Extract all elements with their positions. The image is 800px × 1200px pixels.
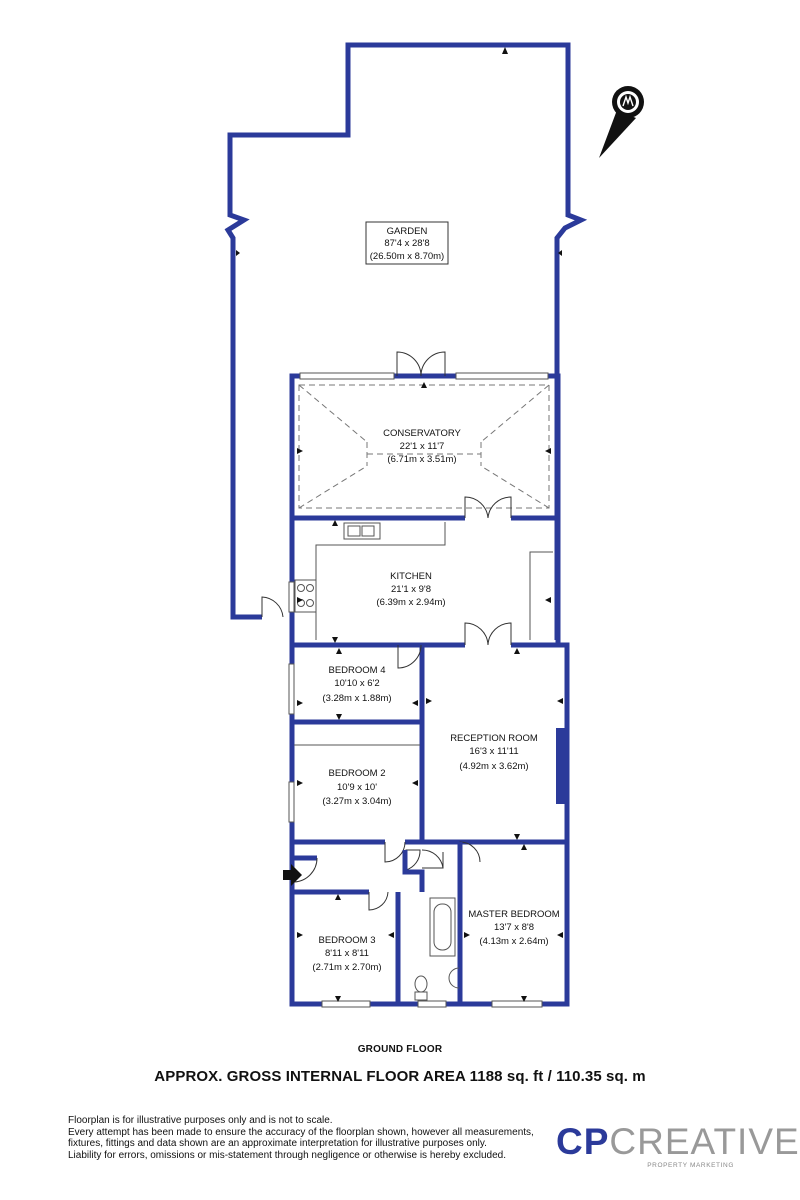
- conservatory-french-doors: [397, 352, 445, 376]
- conservatory-metric: (6.71m x 3.51m): [387, 454, 457, 465]
- floor-name: GROUND FLOOR: [357, 1044, 443, 1055]
- logo-mark: CP: [556, 1121, 610, 1162]
- bedroom2-imperial: 10'9 x 10': [336, 782, 378, 793]
- room-label-reception: [450, 733, 538, 772]
- disclaimer-line: Liability for errors, omissions or mis-statement through negligence or otherwise is hereby excluded.: [68, 1149, 506, 1161]
- bedroom3-metric: (2.71m x 2.70m): [312, 962, 382, 973]
- floor-area: APPROX. GROSS INTERNAL FLOOR AREA 1188 sq. ft / 110.35 sq. m: [154, 1068, 646, 1085]
- entrance-arrow-icon: [283, 864, 302, 886]
- room-label-bedroom2: [322, 768, 391, 807]
- compass-icon: [599, 86, 644, 158]
- room-label-master: [468, 909, 559, 947]
- logo-tagline: PROPERTY MARKETING: [647, 1162, 734, 1169]
- conservatory-imperial: 22'1 x 11'7: [399, 441, 445, 452]
- garden-door: [262, 597, 283, 617]
- disclaimer-line: Floorplan is for illustrative purposes only and is not to scale.: [68, 1115, 333, 1126]
- disclaimer-line: Every attempt has been made to ensure the accuracy of the floorplan shown, however all measurements,: [68, 1126, 534, 1138]
- kitchen-imperial: 21'1 x 9'8: [390, 584, 432, 595]
- garden-imperial: 87'4 x 28'8: [384, 238, 430, 249]
- garden-name: GARDEN: [386, 226, 428, 237]
- disclaimer-line: fixtures, fittings and data shown are an approximate interpretation for illustrative purposes only.: [68, 1138, 487, 1149]
- room-label-kitchen: [376, 571, 445, 608]
- reception-metric: (4.92m x 3.62m): [459, 761, 529, 772]
- bedroom4-name: BEDROOM 4: [328, 665, 386, 676]
- bathroom-fittings: [415, 898, 459, 1007]
- reception-french-doors: [465, 623, 511, 645]
- kitchen-french-doors: [465, 497, 511, 518]
- kitchen-metric: (6.39m x 2.94m): [376, 597, 446, 608]
- company-logo: [556, 1121, 800, 1174]
- room-label-bedroom3: [312, 935, 381, 973]
- bedroom3-name: BEDROOM 3: [318, 935, 376, 946]
- bedroom3-imperial: 8'11 x 8'11: [325, 948, 369, 959]
- master-imperial: 13'7 x 8'8: [493, 922, 535, 933]
- garden-metric: (26.50m x 8.70m): [369, 251, 445, 262]
- master-metric: (4.13m x 2.64m): [479, 936, 549, 947]
- master-name: MASTER BEDROOM: [468, 909, 560, 920]
- bedroom2-name: BEDROOM 2: [328, 768, 386, 779]
- reception-name: RECEPTION ROOM: [450, 733, 538, 744]
- fireplace: [556, 728, 566, 804]
- room-label-conservatory: [383, 428, 461, 465]
- reception-imperial: 16'3 x 11'11: [469, 746, 519, 757]
- kitchen-name: KITCHEN: [390, 571, 432, 582]
- bedroom4-metric: (3.28m x 1.88m): [322, 693, 392, 704]
- room-label-bedroom4: [322, 665, 391, 704]
- garden-boundary: [228, 45, 581, 640]
- bedroom2-metric: (3.27m x 3.04m): [322, 796, 392, 807]
- bedroom4-imperial: 10'10 x 6'2: [334, 678, 380, 689]
- logo-word: CREATIVE: [609, 1121, 800, 1162]
- dimension-markers: [236, 47, 563, 1002]
- disclaimer: [68, 1115, 538, 1161]
- conservatory-name: CONSERVATORY: [383, 428, 461, 439]
- logo-wordmark: [556, 1121, 800, 1162]
